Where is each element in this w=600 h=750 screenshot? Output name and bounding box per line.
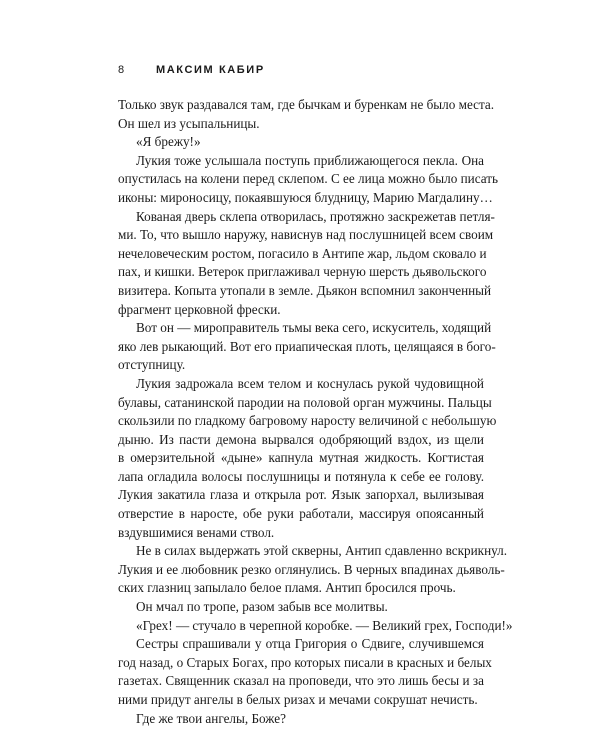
text-line: отступницу. [118,357,186,373]
text-line: лапа огладила волосы послушницы и потянула к себе ее голову. [118,468,484,484]
text-line: Только звук раздавался там, где бычкам и буренкам не было места. [118,97,495,112]
text-line: «Я брежу!» [136,134,201,150]
text-line: фрагмент церковной фрески. [118,301,281,317]
text-line: ми. То, что вышло наружу, нависнув над послушницей всем своим [118,227,494,243]
text-line: Кованая дверь склепа отворилась, протяжно заскрежетав петля- [136,208,495,224]
text-line: нечеловеческим ростом, погасило в Антипе жар, льдом сковало и [118,245,487,261]
text-line: Он шел из усыпальницы. [118,115,260,131]
text-line: Вот он — мироправитель тьмы века сего, искуситель, ходящий [136,320,492,336]
text-line: скользили по гладкому багровому наросту величиной с небольшую [118,413,497,429]
text-line: пах, и кишки. Ветерок приглаживал черную шерсть дьявольского [118,264,487,280]
text-line: вздувшимися венами ствол. [118,524,275,540]
text-line: ских глазниц запылало белое пламя. Антип бросился прочь. [118,580,456,596]
text-line: Он мчал по тропе, разом забыв все молитвы. [136,599,388,615]
text-line: в омерзительной «дыне» капнула мутная жидкость. Когтистая [118,450,484,466]
text-line: «Грех! — стучало в черепной коробке. — Великий грех, Господи!» [136,617,513,633]
page-number: 8 [118,64,125,76]
text-line: булавы, сатанинской пародии на половой орган мужчины. Пальцы [118,394,492,410]
text-line: газетах. Священник сказал на проповеди, что это лишь бесы и за [118,673,484,689]
text-line: год назад, о Старых Богах, про которых писали в красных и белых [118,654,492,670]
text-line: дыню. Из пасти демона вырвался одобряющий вздох, из щели [118,431,484,447]
running-head: МАКСИМ КАБИР [156,64,265,76]
text-line: Сестры спрашивали у отца Григория о Сдвиге, случившемся [136,636,484,652]
text-line: Не в силах выдержать этой скверны, Антип сдавленно вскрикнул. [136,543,508,559]
text-line: визитера. Копыта утопали в земле. Дьякон вспомнил законченный [118,282,492,298]
text-line: иконы: мироносицу, покаявшуюся блудницу, Марию Магдалину… [118,189,493,205]
text-line: яко лев рыкающий. Вот его приапическая плоть, целящаяся в бого- [118,338,496,354]
text-line: ними придут ангелы в белых ризах и мечами сокрушат нечисть. [118,692,478,707]
text-line: Лукия тоже услышала поступь приближающегося пекла. Она [136,152,484,168]
body-text [118,96,513,728]
page-header [118,64,265,76]
text-line: отверстие в наросте, обе руки работали, массируя опоясанный [118,506,484,522]
text-line: опустилась на колени перед склепом. С ее лица можно было писать [118,171,499,187]
text-line: Лукия задрожала всем телом и коснулась рукой чудовищной [136,375,484,391]
text-line: Где же твои ангелы, Боже? [136,710,286,726]
text-line: Лукия закатила глаза и открыла рот. Язык запорхал, вылизывая [118,487,484,503]
text-line: Лукия и ее любовник резко оглянулись. В черных впадинах дьяволь- [118,561,505,577]
